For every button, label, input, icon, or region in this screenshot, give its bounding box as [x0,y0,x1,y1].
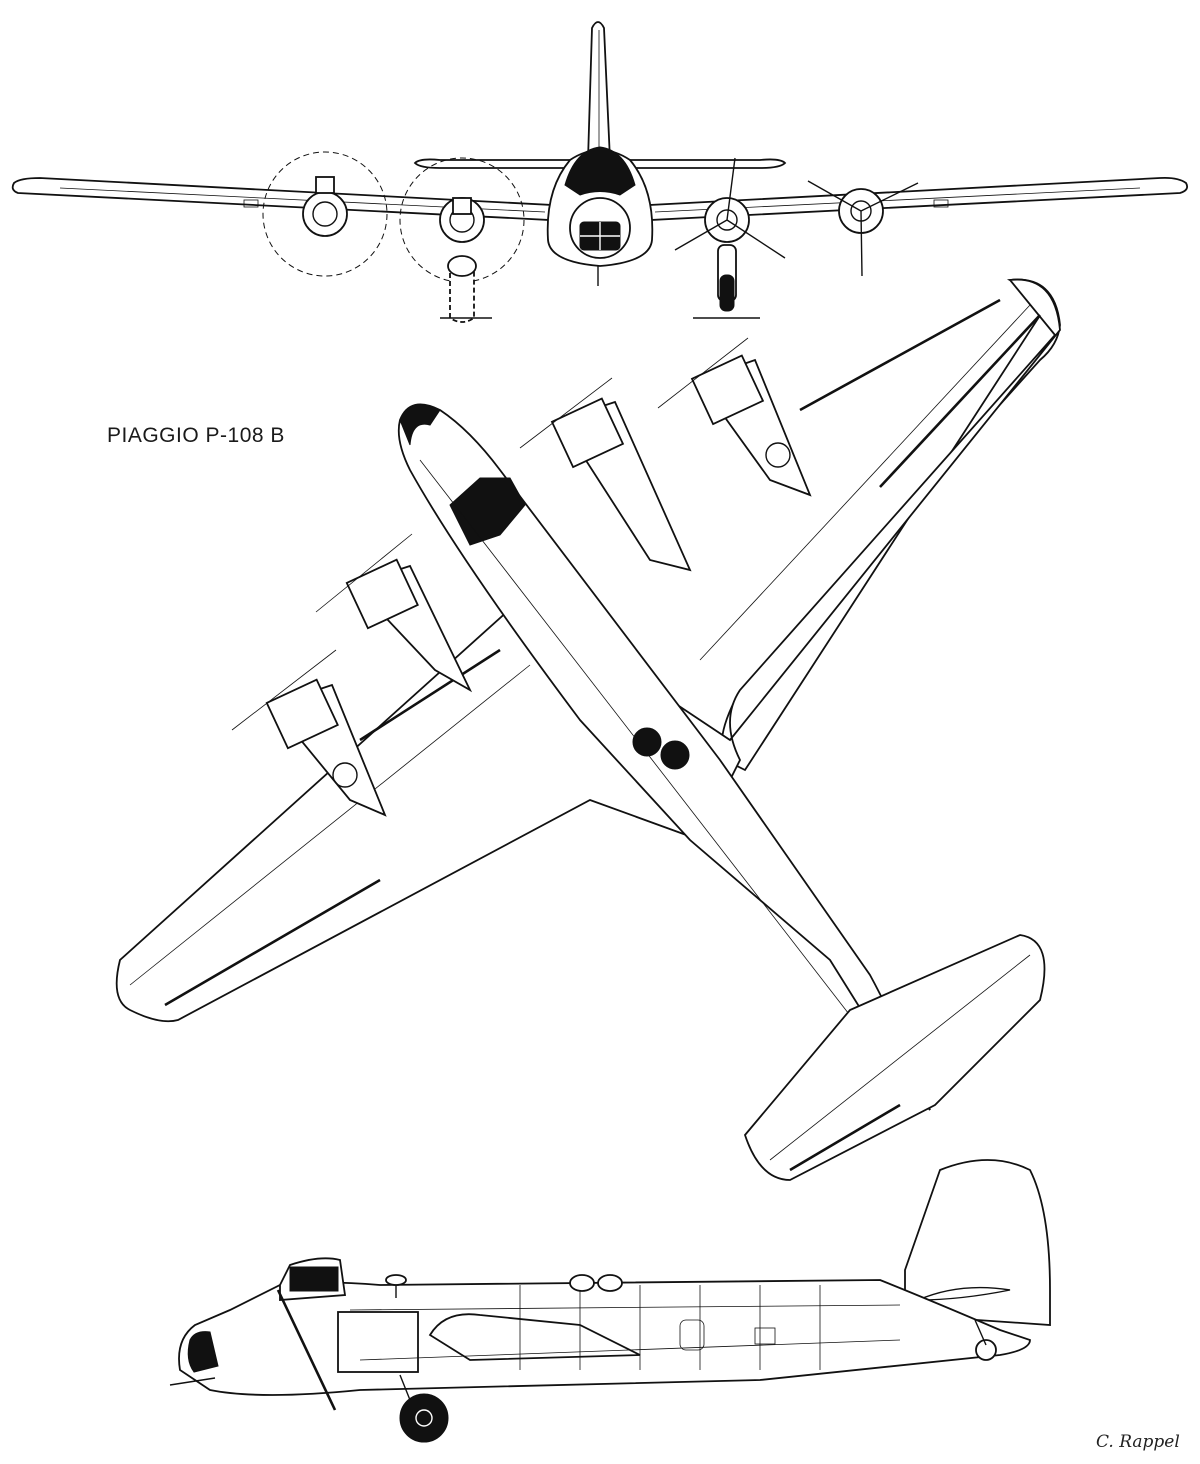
top-view [117,280,1060,1180]
artist-signature: C. Rappel [1096,1432,1180,1452]
side-view [170,1160,1050,1442]
front-view [13,22,1187,322]
drawing-title: PIAGGIO P-108 B [107,424,285,447]
